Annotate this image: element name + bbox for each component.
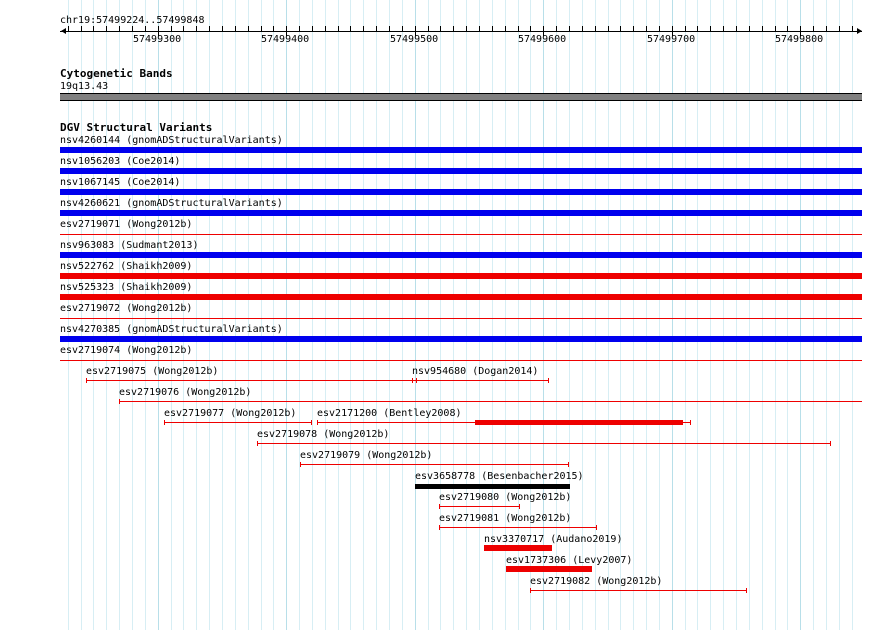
variant-line[interactable] [60,318,862,319]
ruler-tick [505,26,506,31]
ruler-tick [569,26,570,31]
variant-label[interactable]: esv2719075 (Wong2012b) [86,366,219,377]
variant-line[interactable] [164,422,311,423]
variant-endcap [412,378,413,383]
ruler-tick [839,26,840,31]
variant-bar[interactable] [60,168,862,174]
ruler-tick [646,26,647,31]
ruler-tick [68,26,69,31]
variant-bar[interactable] [60,294,862,300]
ruler-tick [93,26,94,31]
ruler-tick [556,26,557,31]
ruler-right-arrow-icon [857,28,862,34]
variant-endcap [519,504,520,509]
variant-endcap [830,441,831,446]
variant-endcap [596,525,597,530]
ruler-tick [826,26,827,31]
ruler-tick [363,26,364,31]
ruler-tick [595,26,596,31]
ruler-tick [248,26,249,31]
variant-endcap [164,420,165,425]
ruler-tick [132,26,133,31]
variant-endcap [439,525,440,530]
ruler-tick [736,26,737,31]
ruler-tick [222,26,223,31]
variant-label[interactable]: esv1737306 (Levy2007) [506,555,633,566]
ruler-tick [145,26,146,31]
variant-bar[interactable] [484,545,552,551]
ruler-tick [697,26,698,31]
variant-line[interactable] [60,234,862,235]
ruler-tick [119,26,120,31]
variant-bar[interactable] [60,147,862,153]
ruler-tick [582,26,583,31]
cytoband-bar[interactable] [60,93,862,101]
variant-endcap [317,420,318,425]
variant-label[interactable]: esv2719081 (Wong2012b) [439,513,572,524]
ruler-tick [749,26,750,31]
variant-label[interactable]: esv2719071 (Wong2012b) [60,219,193,230]
variant-endcap [300,462,301,467]
ruler-tick [453,26,454,31]
variant-label[interactable]: nsv4260621 (gnomADStructuralVariants) [60,198,283,209]
variant-bar[interactable] [60,336,862,342]
variant-endcap [690,420,691,425]
ruler-tick-label: 57499500 [390,34,439,45]
variant-line[interactable] [119,401,862,402]
ruler-tick [261,26,262,31]
ruler-tick [209,26,210,31]
variant-bar[interactable] [60,210,862,216]
variant-thick-block[interactable] [475,420,683,425]
ruler-tick [376,26,377,31]
ruler-tick-label: 57499700 [647,34,696,45]
ruler-tick [350,26,351,31]
ruler-tick [787,26,788,31]
variant-label[interactable]: esv2719082 (Wong2012b) [530,576,663,587]
region-label: chr19:57499224..57499848 [60,15,205,26]
ruler-tick [762,26,763,31]
ruler-tick [685,26,686,31]
ruler-tick-label: 57499800 [775,34,824,45]
variant-label[interactable]: nsv4270385 (gnomADStructuralVariants) [60,324,283,335]
ruler-tick [518,26,519,31]
variant-endcap [311,420,312,425]
variant-endcap [548,378,549,383]
ruler-tick [633,26,634,31]
variant-label[interactable]: nsv963083 (Sudmant2013) [60,240,199,251]
variant-line[interactable] [86,380,416,381]
ruler-tick [775,26,776,31]
ruler-tick [428,26,429,31]
dgv-track-title: DGV Structural Variants [60,121,213,134]
ruler-tick-label: 57499600 [518,34,567,45]
ruler-tick [710,26,711,31]
variant-label[interactable]: esv2719076 (Wong2012b) [119,387,252,398]
ruler-tick [608,26,609,31]
variant-endcap [746,588,747,593]
variant-endcap [439,504,440,509]
variant-endcap [119,399,120,404]
ruler-left-arrow-icon [61,28,66,34]
ruler-tick [325,26,326,31]
variant-label[interactable]: esv2719079 (Wong2012b) [300,450,433,461]
variant-label[interactable]: esv2719074 (Wong2012b) [60,345,193,356]
ruler-tick [183,26,184,31]
ruler-tick [106,26,107,31]
variant-line[interactable] [530,590,746,591]
ruler-tick [492,26,493,31]
ruler-tick [299,26,300,31]
ruler-tick [338,26,339,31]
ruler-tick [813,26,814,31]
variant-label[interactable]: esv2719077 (Wong2012b) [164,408,297,419]
cytoband-label: 19q13.43 [60,81,109,92]
variant-label[interactable]: esv2719072 (Wong2012b) [60,303,193,314]
variant-endcap [530,588,531,593]
ruler-tick-label: 57499300 [133,34,182,45]
variant-label[interactable]: nsv4260144 (gnomADStructuralVariants) [60,135,283,146]
variant-line[interactable] [300,464,568,465]
variant-line[interactable] [439,527,596,528]
variant-label[interactable]: esv3658778 (Besenbacher2015) [415,471,584,482]
variant-line[interactable] [412,380,548,381]
variant-label[interactable]: esv2719080 (Wong2012b) [439,492,572,503]
ruler-tick [389,26,390,31]
ruler-tick [235,26,236,31]
variant-endcap [568,462,569,467]
ruler-tick [479,26,480,31]
ruler-tick-label: 57499400 [261,34,310,45]
ruler-tick [171,26,172,31]
ruler-tick [81,26,82,31]
variant-label[interactable]: nsv954680 (Dogan2014) [412,366,539,377]
variant-line[interactable] [257,443,830,444]
variant-label[interactable]: nsv3370717 (Audano2019) [484,534,623,545]
ruler-tick [402,26,403,31]
cytoband-track-title: Cytogenetic Bands [60,67,173,80]
variant-line[interactable] [60,360,862,361]
variant-label[interactable]: nsv1067145 (Coe2014) [60,177,181,188]
variant-bar[interactable] [60,273,862,279]
ruler-tick [852,26,853,31]
variant-line[interactable] [439,506,519,507]
ruler-tick [312,26,313,31]
ruler-tick [466,26,467,31]
ruler-tick [659,26,660,31]
variant-bar[interactable] [60,189,862,195]
variant-endcap [86,378,87,383]
ruler-tick [723,26,724,31]
ruler-line [60,31,862,32]
ruler-tick [196,26,197,31]
variant-label[interactable]: nsv1056203 (Coe2014) [60,156,181,167]
variant-bar[interactable] [60,252,862,258]
variant-label[interactable]: esv2171200 (Bentley2008) [317,408,462,419]
ruler-tick [273,26,274,31]
variant-endcap [257,441,258,446]
variant-label[interactable]: esv2719078 (Wong2012b) [257,429,390,440]
variant-label[interactable]: nsv525323 (Shaikh2009) [60,282,193,293]
ruler-tick [620,26,621,31]
ruler-tick [530,26,531,31]
ruler-tick [440,26,441,31]
variant-bar[interactable] [506,566,592,572]
variant-label[interactable]: nsv522762 (Shaikh2009) [60,261,193,272]
variant-bar[interactable] [415,484,570,489]
